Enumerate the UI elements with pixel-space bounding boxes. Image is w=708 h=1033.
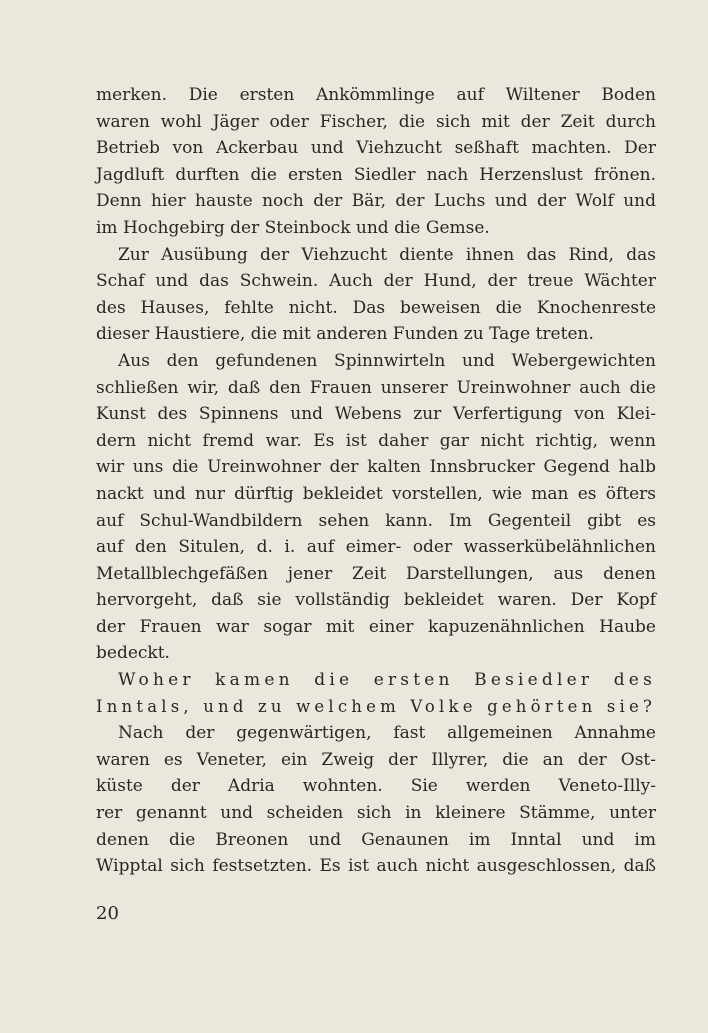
text-line: dieser Haustiere, die mit anderen Funden zu Tage treten. [96, 324, 594, 345]
text-line: dern nicht fremd war. Es ist daher gar nicht richtig, wenn [96, 430, 656, 451]
text-line: waren wohl Jäger oder Fischer, die sich mit der Zeit durch [96, 111, 656, 132]
text-line: auf Schul-Wandbildern sehen kann. Im Gegenteil gibt es [96, 510, 656, 531]
text-line: bedeckt. [96, 643, 170, 664]
text-line: des Hauses, fehlte nicht. Das beweisen die Knochenreste [96, 297, 656, 318]
text-line: Nach der gegenwärtigen, fast allgemeinen Annahme [118, 723, 656, 744]
text-line: auf den Situlen, d. i. auf eimer- oder wasserkübelähnlichen [96, 537, 656, 558]
text-line: waren es Veneter, ein Zweig der Illyrer, die an der Ost- [96, 749, 656, 770]
text-line: hervorgeht, daß sie vollständig bekleidet waren. Der Kopf [96, 590, 656, 611]
text-line: merken. Die ersten Ankömmlinge auf Wiltener Boden [96, 85, 656, 105]
text-line: Jagdluft durften die ersten Siedler nach Herzenslust frönen. [96, 164, 656, 185]
text-line: im Hochgebirg der Steinbock und die Gemse. [96, 217, 490, 238]
text-line: Inntals, und zu welchem Volke gehörten sie? [96, 696, 656, 716]
body-text [96, 82, 656, 880]
text-line: Wipptal sich festsetzten. Es ist auch nicht ausgeschlossen, daß [96, 856, 656, 877]
text-line: Aus den gefundenen Spinnwirteln und Webergewichten [118, 350, 656, 371]
text-line: wir uns die Ureinwohner der kalten Innsbrucker Gegend halb [96, 457, 656, 478]
text-line: Woher kamen die ersten Besiedler des [118, 670, 656, 691]
page-number: 20 [96, 903, 119, 924]
text-line: denen die Breonen und Genaunen im Inntal und im [96, 829, 656, 850]
text-line: rer genannt und scheiden sich in kleinere Stämme, unter [96, 803, 656, 824]
text-line: Metallblechgefäßen jener Zeit Darstellungen, aus denen [96, 563, 656, 584]
text-line: Denn hier hauste noch der Bär, der Luchs und der Wolf und [96, 191, 656, 212]
text-line: schließen wir, daß den Frauen unserer Ureinwohner auch die [96, 377, 656, 398]
text-line: nackt und nur dürftig bekleidet vorstellen, wie man es öfters [96, 483, 656, 504]
text-line: Kunst des Spinnens und Webens zur Verfertigung von Klei- [96, 404, 656, 425]
text-line: küste der Adria wohnten. Sie werden Veneto-Illy- [96, 776, 656, 797]
text-line: der Frauen war sogar mit einer kapuzenähnlichen Haube [96, 616, 656, 637]
text-line: Zur Ausübung der Viehzucht diente ihnen das Rind, das [118, 244, 656, 265]
text-line: Betrieb von Ackerbau und Viehzucht seßhaft machten. Der [96, 138, 656, 159]
text-line: Schaf und das Schwein. Auch der Hund, der treue Wächter [96, 271, 656, 292]
